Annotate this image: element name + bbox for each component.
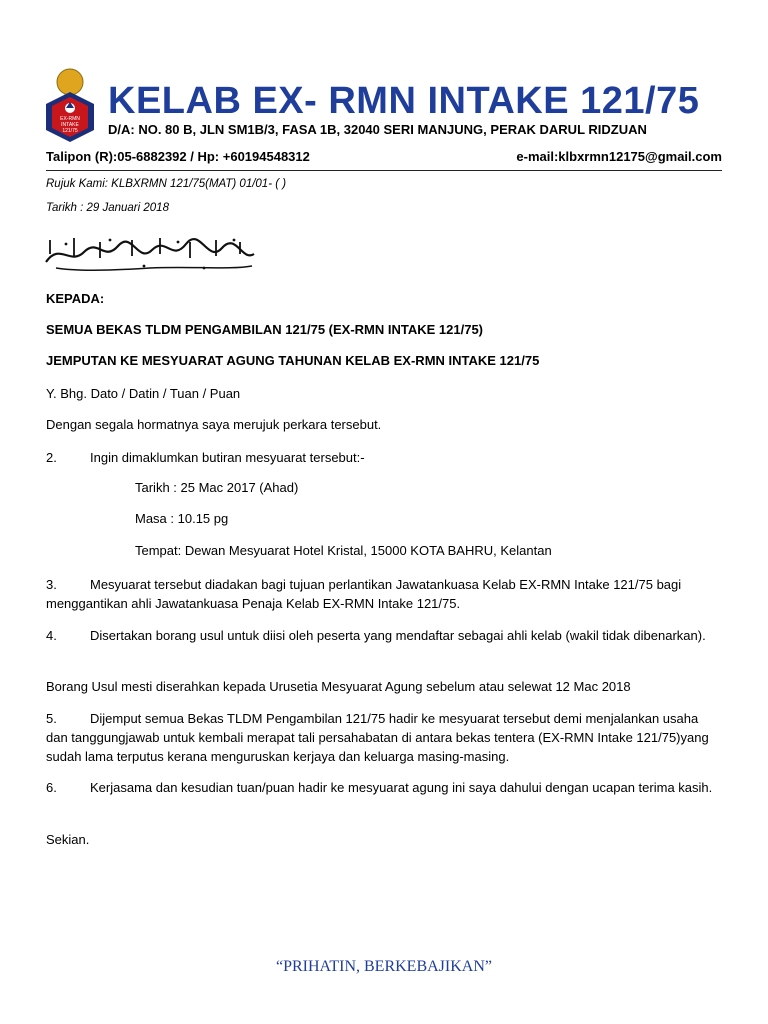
paragraph-number: 4. [46,628,57,643]
logo-text-2: INTAKE [61,122,79,128]
paragraph-text: Dijemput semua Bekas TLDM Pengambilan 121/75 hadir ke mesyuarat tersebut demi menjalankan usaha dan tanggungjawab untuk kembali merapat tali persahabatan di antara bekas tentera (EX-RMN Intake 121/75)yang sudah lama terputus kerana menguruskan kerjaya dan keluarga masing-masing. [46,711,709,764]
meeting-time: Masa : 10.15 pg [135,511,229,526]
paragraph-2 [46,448,722,467]
paragraph-text: Ingin dimaklumkan butiran mesyuarat tersebut:- [90,450,365,465]
meeting-venue: Tempat: Dewan Mesyuarat Hotel Kristal, 15000 KOTA BAHRU, Kelantan [135,543,552,558]
opening-line: Dengan segala hormatnya saya merujuk perkara tersebut. [46,417,382,432]
paragraph-text: Disertakan borang usul untuk diisi oleh peserta yang mendaftar sebagai ahli kelab (wakil tidak dibenarkan). [90,628,706,643]
recipient-line: SEMUA BEKAS TLDM PENGAMBILAN 121/75 (EX-RMN INTAKE 121/75) [46,322,484,337]
submission-note: Borang Usul mesti diserahkan kepada Urusetia Mesyuarat Agung sebelum atau selewat 12 Mac 2018 [46,679,631,694]
club-motto: “PRIHATIN, BERKEBAJIKAN” [276,958,492,975]
paragraph-6 [46,778,722,797]
paragraph-text: Kerjasama dan kesudian tuan/puan hadir ke mesyuarat agung ini saya dahului dengan ucapan terima kasih. [90,780,713,795]
paragraph-number: 5. [46,711,57,726]
meeting-date: Tarikh : 25 Mac 2017 (Ahad) [135,480,299,495]
letter-date: Tarikh : 29 Januari 2018 [46,202,169,214]
paragraph-3 [46,575,722,613]
organization-name: KELAB EX- RMN INTAKE 121/75 [108,80,700,122]
paragraph-text: Mesyuarat tersebut diadakan bagi tujuan perlantikan Jawatankuasa Kelab EX-RMN Intake 121/75 bagi menggantikan ahli Jawatankuasa Penaja Kelab EX-RMN Intake 121/75. [46,577,682,611]
paragraph-5 [46,709,722,766]
club-logo [42,68,98,148]
header-divider [46,170,722,171]
paragraph-number: 6. [46,780,57,795]
reference-number: Rujuk Kami: KLBXRMN 121/75(MAT) 01/01- ( ) [46,178,287,190]
salutation: Y. Bhg. Dato / Datin / Tuan / Puan [46,386,241,401]
paragraph-number: 3. [46,577,57,592]
closing-line: Sekian. [46,832,90,847]
salam-calligraphy-image [40,232,260,274]
recipient-label: KEPADA: [46,291,105,306]
letter-subject: JEMPUTAN KE MESYUARAT AGUNG TAHUNAN KELAB EX-RMN INTAKE 121/75 [46,353,540,368]
logo-text-3: 121/75 [62,128,78,134]
email-address: e-mail:klbxrmn12175@gmail.com [516,149,722,164]
phone-number: Talipon (R):05-6882392 / Hp: +60194548312 [46,149,310,164]
organization-address: D/A: NO. 80 B, JLN SM1B/3, FASA 1B, 32040 SERI MANJUNG, PERAK DARUL RIDZUAN [108,122,647,137]
logo-text-1: EX-RMN [60,116,80,122]
paragraph-4 [46,626,722,645]
paragraph-number: 2. [46,450,57,465]
